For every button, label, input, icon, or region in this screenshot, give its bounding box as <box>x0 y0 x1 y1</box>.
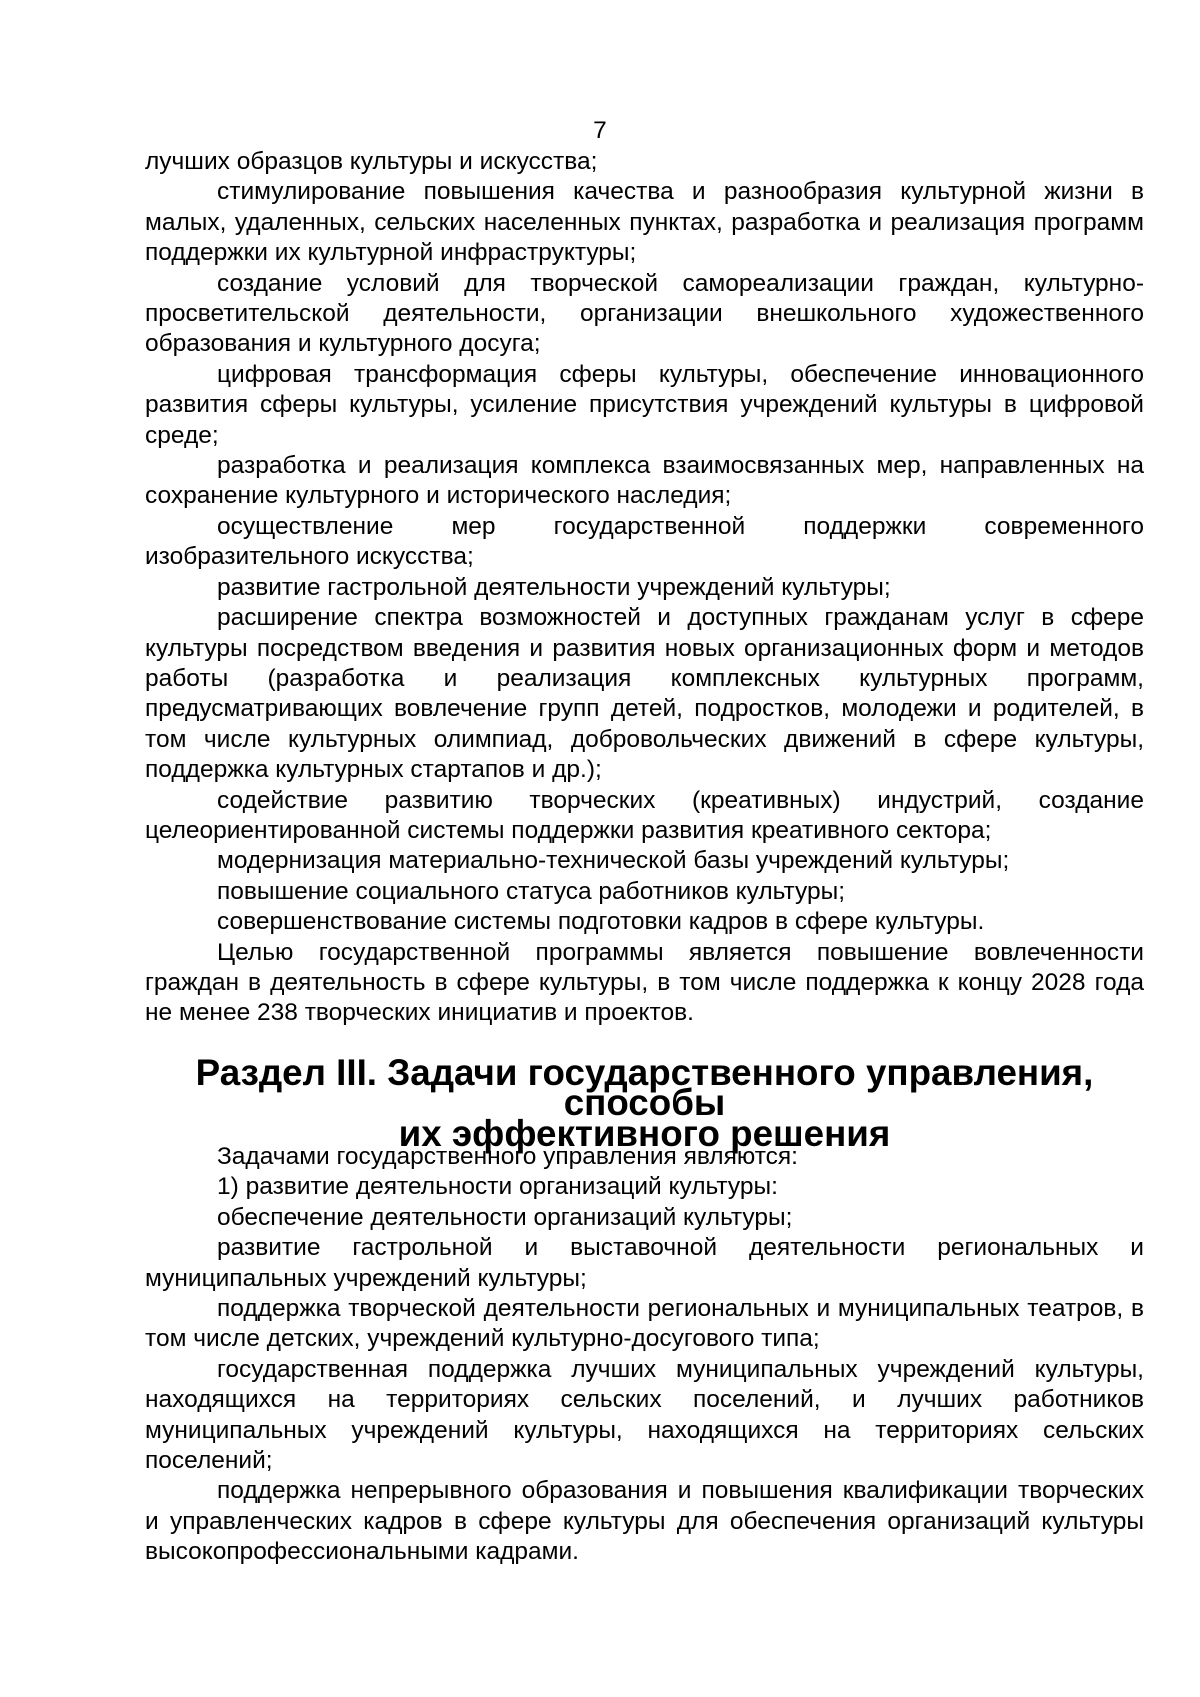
paragraph: лучших образцов культуры и искусства; <box>145 148 598 175</box>
paragraph: модернизация материально-технической базы учреждений культуры; <box>217 847 1010 875</box>
paragraph: государственная поддержка лучших муниципальных учреждений культуры, находящихся на территориях сельских поселений, и лучших работников муниципальных учреждений культуры, находящихся на территориях сельских поселений; <box>145 1355 1144 1475</box>
paragraph: Задачами государственного управления являются: <box>217 1143 798 1170</box>
body-text-top <box>145 147 1144 1029</box>
paragraph: развитие гастрольной и выставочной деятельности региональных и муниципальных учреждений культуры; <box>145 1234 1144 1292</box>
paragraph: осуществление мер государственной поддержки современного изобразительного искусства; <box>145 512 1144 571</box>
section-heading-line: их эффективного решения <box>398 1112 891 1154</box>
body-text-section <box>145 1142 1144 1568</box>
paragraph: расширение спектра возможностей и доступных гражданам услуг в сфере культуры посредством введения и развития новых организационных форм и методов работы (разработка и реализация комплексных культурных программ, предусматривающих вовлечение групп детей, подростков, молодежи и родителей, в том числе культурных олимпиад, добровольческих движений в сфере культуры, поддержка культурных стартапов и др.); <box>145 604 1144 784</box>
section-heading-line: Раздел III. Задачи государственного управления, способы <box>195 1052 1094 1124</box>
section-heading <box>145 1052 1144 1154</box>
paragraph: цифровая трансформация сферы культуры, обеспечение инновационного развития сферы культуры, усиление присутствия учреждений культуры в цифровой среде; <box>145 360 1144 449</box>
paragraph: разработка и реализация комплекса взаимосвязанных мер, направленных на сохранение культурного и исторического наследия; <box>145 452 1144 510</box>
paragraph: стимулирование повышения качества и разнообразия культурной жизни в малых, удаленных, сельских населенных пунктах, разработка и реализация программ поддержки их культурной инфраструктуры; <box>145 178 1144 267</box>
page-number: 7 <box>593 117 607 144</box>
paragraph: поддержка творческой деятельности региональных и муниципальных театров, в том числе детских, учреждений культурно-досугового типа; <box>145 1295 1144 1353</box>
paragraph: создание условий для творческой самореализации граждан, культурно-просветительской деятельности, организации внешкольного художественного образования и культурного досуга; <box>145 269 1144 358</box>
paragraph: 1) развитие деятельности организаций культуры: <box>217 1173 778 1201</box>
paragraph: совершенствование системы подготовки кадров в сфере культуры. <box>217 908 985 936</box>
paragraph: обеспечение деятельности организаций культуры; <box>217 1203 793 1231</box>
paragraph: содействие развитию творческих (креативных) индустрий, создание целеориентированной системы поддержки развития креативного сектора; <box>145 786 1144 844</box>
paragraph: Целью государственной программы является повышение вовлеченности граждан в деятельность в сфере культуры, в том числе поддержка к концу 2028 года не менее 238 творческих инициатив и проектов. <box>145 938 1144 1027</box>
paragraph: развитие гастрольной деятельности учреждений культуры; <box>217 573 891 601</box>
paragraph: поддержка непрерывного образования и повышения квалификации творческих и управленческих кадров в сфере культуры для обеспечения организаций культуры высокопрофессиональными кадрами. <box>145 1477 1144 1566</box>
paragraph: повышение социального статуса работников культуры; <box>217 877 846 905</box>
